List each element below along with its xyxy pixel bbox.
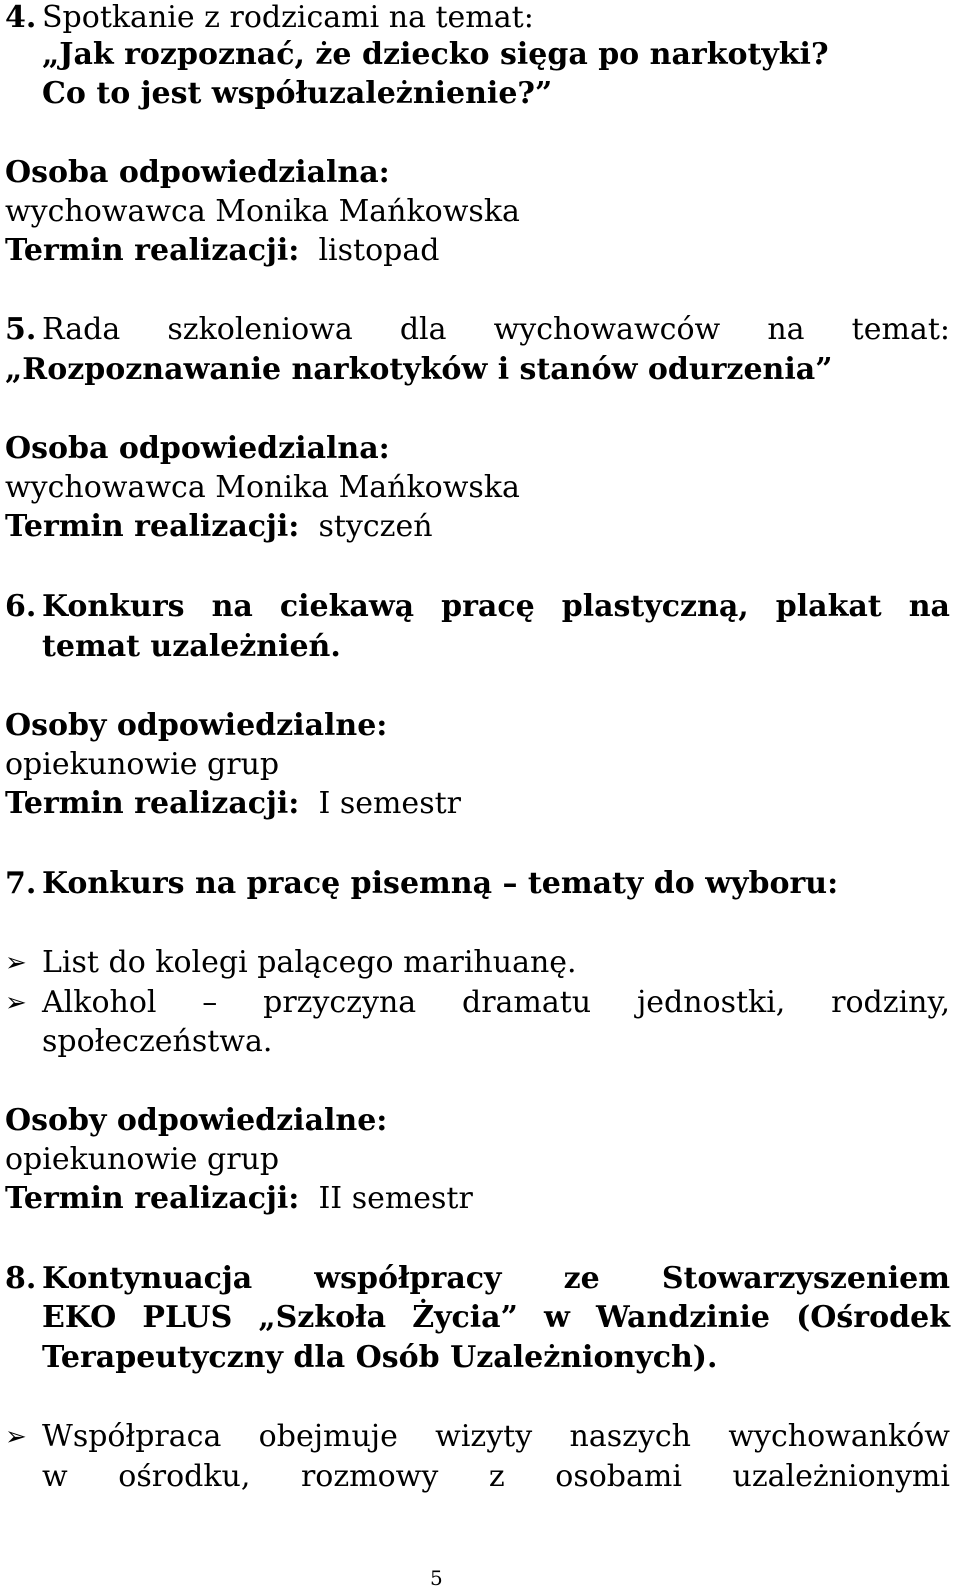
item-4-topic-line2: Co to jest współuzależnienie?” [42,76,553,111]
item-4-title: Spotkanie z rodzicami na temat: [42,0,534,35]
item-6-title [42,587,950,627]
word: Wandzinie [595,1300,770,1335]
word: w [544,1300,570,1335]
item-7-responsible-value: opiekunowie grup [5,1142,280,1177]
word: wychowawców [493,312,721,347]
word: plakat [775,589,882,624]
item-5-term [5,507,433,547]
word: dla [399,312,447,347]
item-7-number: 7. [5,866,37,901]
item-4-term-value: listopad [318,233,440,268]
item-4-number: 4. [5,0,37,35]
item-6-responsible-value: opiekunowie grup [5,747,280,782]
word: przyczyna [263,985,417,1020]
word: rozmowy [300,1459,439,1494]
item-6-term [5,784,461,824]
item-8-title-line1 [42,1259,950,1299]
item-7-bullet-2-cont: społeczeństwa. [42,1024,273,1059]
item-7-term-label: Termin realizacji: [5,1181,300,1216]
item-8-number: 8. [5,1261,37,1296]
word: „Szkoła [258,1300,387,1335]
item-6-title-cont: temat uzależnień. [42,629,341,664]
word: wizyty [435,1419,533,1454]
item-5-title [42,310,950,350]
item-8-bullet-1-text [42,1417,950,1457]
word: ciekawą [279,589,415,624]
item-6-responsible-label: Osoby odpowiedzialne: [5,708,388,743]
word: szkoleniowa [167,312,353,347]
word: w [42,1459,68,1494]
item-7-term [5,1179,473,1219]
word: Współpraca [42,1419,222,1454]
item-8-title-line3: Terapeutyczny dla Osób Uzależnionych). [42,1340,718,1375]
word: Konkurs [42,589,185,624]
word: dramatu [461,985,592,1020]
item-6-term-label: Termin realizacji: [5,786,300,821]
word: ośrodku, [118,1459,251,1494]
word: na [908,589,950,624]
item-7-term-value: II semestr [318,1181,473,1216]
word: uzależnionymi [732,1459,950,1494]
bullet-text: List do kolegi palącego marihuanę. [42,945,577,980]
word: ze [563,1261,600,1296]
arrowhead-bullet-icon: ➢ [5,988,27,1018]
word: Rada [42,312,121,347]
arrowhead-bullet-icon: ➢ [5,1422,27,1452]
item-7-responsible-label: Osoby odpowiedzialne: [5,1103,388,1138]
item-5-number: 5. [5,312,37,347]
word: współpracy [314,1261,502,1296]
word: EKO [42,1300,117,1335]
word: – [202,985,218,1020]
word: jednostki, [636,985,786,1020]
item-8-title-line2 [42,1298,950,1338]
item-5-term-label: Termin realizacji: [5,509,300,544]
word: na [767,312,805,347]
arrowhead-bullet-icon: ➢ [5,948,27,978]
word: rodziny, [831,985,950,1020]
item-4-term [5,231,439,271]
word: PLUS [142,1300,233,1335]
word: obejmuje [258,1419,398,1454]
item-5-responsible-label: Osoba odpowiedzialna: [5,431,390,466]
word: osobami [555,1459,682,1494]
word: Kontynuacja [42,1261,253,1296]
item-5-responsible-value: wychowawca Monika Mańkowska [5,470,520,505]
item-4-responsible-value: wychowawca Monika Mańkowska [5,194,520,229]
item-4-topic-line1: „Jak rozpoznać, że dziecko sięga po narkotyki? [42,37,829,72]
item-7-bullet-2-text [42,983,950,1023]
page-number: 5 [430,1566,443,1590]
word: na [211,589,253,624]
word: (Ośrodek [796,1300,950,1335]
item-5-term-value: styczeń [318,509,433,544]
item-4-responsible-label: Osoba odpowiedzialna: [5,155,390,190]
word: temat: [851,312,950,347]
word: pracę [441,589,535,624]
word: naszych [569,1419,691,1454]
item-6-number: 6. [5,589,37,624]
item-8-bullet-1-text-line2 [42,1457,950,1497]
word: wychowanków [728,1419,950,1454]
word: z [488,1459,505,1494]
item-4-term-label: Termin realizacji: [5,233,300,268]
word: plastyczną, [561,589,749,624]
word: Życia” [412,1300,518,1335]
word: Stowarzyszeniem [661,1261,950,1296]
item-6-term-value: I semestr [318,786,461,821]
item-7-title: Konkurs na pracę pisemną – tematy do wyboru: [42,866,839,901]
word: Alkohol [42,985,157,1020]
item-5-topic: „Rozpoznawanie narkotyków i stanów odurzenia” [5,352,833,387]
